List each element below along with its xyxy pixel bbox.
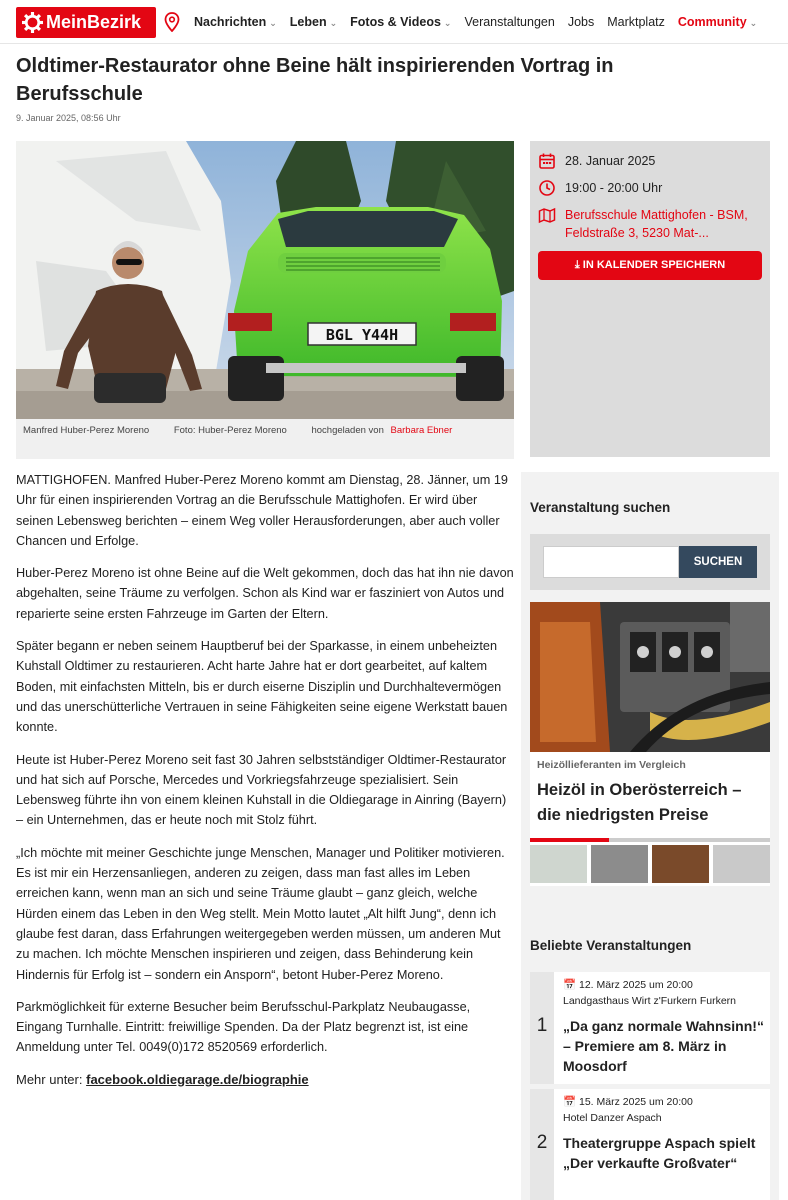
- nav-item-leben[interactable]: Leben ⌄: [289, 15, 338, 29]
- event-time: 19:00 - 20:00 Uhr: [565, 181, 663, 195]
- nav-item-veranstaltungen[interactable]: Veranstaltungen: [464, 15, 555, 29]
- event-date: 28. Januar 2025: [565, 154, 656, 168]
- save-to-calendar-label: IN KALENDER SPEICHERN: [582, 259, 726, 271]
- popular-event-location: Landgasthaus Wirt z'Furkern Furkern: [563, 995, 736, 1007]
- caption-uploaded-by: hochgeladen von: [311, 425, 384, 436]
- top-navigation: [0, 0, 788, 44]
- popular-event-item[interactable]: [530, 972, 770, 1084]
- nav-item-marktplatz[interactable]: Marktplatz: [607, 15, 665, 29]
- popular-rank: 1: [530, 972, 554, 1084]
- calendar-icon: [538, 152, 556, 170]
- ad-carousel-progress: [530, 838, 770, 842]
- chevron-down-icon: ⌄: [269, 18, 277, 28]
- popular-heading: Beliebte Veranstaltungen: [530, 938, 692, 953]
- article-paragraph: Heute ist Huber-Perez Moreno seit fast 30 Jahren selbstständiger Oldtimer-Restaurator und hat sich auf Porsche, Mercedes und Vorkriegsfahrzeuge spezialisiert. Sein Lebensweg führte ihn von einem kleinen Kuhstall in die Oldiegarage in Ainring (Bayern) – ein Unternehmen, das er heute noch mit Stolz führt.: [16, 752, 507, 828]
- article-title: Oldtimer-Restaurator ohne Beine hält inspirierenden Vortrag in Berufsschule: [16, 55, 614, 105]
- save-to-calendar-button[interactable]: [538, 251, 762, 280]
- ad-thumbnail[interactable]: [652, 845, 709, 883]
- more-label: Mehr unter:: [16, 1071, 83, 1087]
- ad-thumbnail[interactable]: [591, 845, 648, 883]
- article-date: 9. Januar 2025, 08:56 Uhr: [16, 113, 121, 123]
- calendar-icon: 📅: [563, 979, 579, 991]
- event-time-row: [538, 179, 762, 197]
- ad-title[interactable]: Heizöl in Oberösterreich – die niedrigsten Preise: [537, 781, 742, 824]
- map-icon: [538, 206, 556, 224]
- logo[interactable]: [16, 7, 156, 38]
- license-plate-text: BGL Y44H: [325, 326, 399, 344]
- chevron-down-icon: ⌄: [329, 18, 338, 28]
- calendar-icon: 📅: [563, 1096, 579, 1108]
- popular-event-location: Hotel Danzer Aspach: [563, 1112, 662, 1124]
- article-paragraph: „Ich möchte mit meiner Geschichte junge Menschen, Manager und Politiker motivieren. Es ist mir ein Herzensanliegen, anderen zu zeigen, dass man fast alles im Leben erreichen kann, wenn man an sich und seine Träume glaubt – ganz gleich, welche Hürden einem das Leben in den Weg stellt. Mein Motto lautet „Alt hilft Jung“, denn ich glaube fest daran, dass Erfahrungen weitergegeben werden müssen, um anderen Mut zu machen. Ich möchte Menschen inspirieren und zeigen, dass Behinderung kein Hindernis für Erfolg ist – sondern ein Ansporn“, betont Huber-Perez Moreno.: [16, 845, 505, 982]
- article-paragraph: Später begann er neben seinem Hauptberuf bei der Sparkasse, in einem unbeheizten Kuhstall Oldtimer zu restaurieren. Acht harte Jahre hat er dort gearbeitet, auf kaltem Boden, mit einfachsten Mitteln, bis er durch eiserne Disziplin und Durchhaltevermögen und das unerschütterliche Vertrauen in seine Fähigkeiten seine eigene Werkstatt bauen konnte.: [16, 639, 508, 735]
- ad-thumbnails: [530, 845, 770, 885]
- main-menu: [194, 0, 770, 44]
- search-button[interactable]: SUCHEN: [679, 546, 757, 578]
- nav-item-community[interactable]: Community ⌄: [677, 15, 758, 29]
- popular-event-item[interactable]: [530, 1089, 770, 1200]
- ad-teaser[interactable]: [530, 602, 770, 886]
- caption-uploader-link[interactable]: Barbara Ebner: [390, 425, 453, 436]
- more-info: [16, 1070, 514, 1090]
- nav-item-jobs[interactable]: Jobs: [567, 15, 595, 29]
- facebook-link[interactable]: facebook.oldiegarage.de/biographie: [86, 1071, 309, 1087]
- article-body: [16, 470, 514, 1102]
- article-paragraph: MATTIGHOFEN. Manfred Huber-Perez Moreno kommt am Dienstag, 28. Jänner, um 19 Uhr für einen inspirierenden Vortrag an die Berufsschule Mattighofen. Er wird über seinen Lebensweg berichten – einem Weg voller Herausforderungen, aber auch voller Chancen und Erfolge.: [16, 473, 508, 548]
- popular-event-date: 📅 15. März 2025 um 20:00: [563, 1096, 693, 1108]
- chevron-down-icon: ⌄: [443, 18, 452, 28]
- ad-thumbnail[interactable]: [530, 845, 587, 883]
- nav-item-nachrichten[interactable]: Nachrichten ⌄: [194, 15, 277, 29]
- nav-item-fotos-videos[interactable]: Fotos & Videos ⌄: [350, 15, 452, 29]
- caption-photo-credit: Foto: Huber-Perez Moreno: [173, 425, 287, 436]
- location-pin-icon[interactable]: [164, 12, 180, 32]
- download-icon: ⤓: [574, 259, 580, 271]
- ad-thumbnail[interactable]: [713, 845, 770, 883]
- chevron-down-icon: ⌄: [749, 18, 758, 28]
- popular-event-title[interactable]: Theatergruppe Aspach spielt „Der verkaufte Großvater“: [563, 1135, 756, 1171]
- ad-carousel-progress-fill: [530, 838, 609, 842]
- photo-caption: [16, 419, 514, 459]
- event-info-box: [530, 141, 770, 457]
- ad-image: [530, 602, 770, 752]
- event-location-row[interactable]: [538, 206, 762, 242]
- clock-icon: [538, 179, 556, 197]
- popular-rank: 2: [530, 1089, 554, 1200]
- ad-kicker: Heizöllieferanten im Vergleich: [537, 759, 686, 771]
- event-search-input[interactable]: [543, 546, 679, 578]
- sidebar: [521, 472, 779, 1200]
- article-paragraph: Huber-Perez Moreno ist ohne Beine auf die Welt gekommen, doch das hat ihn nie davon abgehalten, seine Träume zu verfolgen. Schon als Kind war er fasziniert von Autos und reparierte seine ersten Fahrzeuge im Garten der Eltern.: [16, 566, 514, 621]
- caption-person: Manfred Huber-Perez Moreno: [23, 425, 150, 436]
- search-heading: Veranstaltung suchen: [530, 500, 671, 515]
- event-location: Berufsschule Mattighofen - BSM, Feldstraße 3, 5230 Mat-...: [565, 208, 748, 240]
- article-photo[interactable]: [16, 141, 514, 419]
- popular-event-title[interactable]: „Da ganz normale Wahnsinn!“ – Premiere am 8. März in Moosdorf: [563, 1018, 764, 1074]
- article-paragraph: Parkmöglichkeit für externe Besucher beim Berufsschul-Parkplatz Neubaugasse, Eingang Turnhalle. Eintritt: freiwillige Spenden. Da der Platz begrenzt ist, ist eine Anmeldung unter Tel. 0049(0)172 8520569 erforderlich.: [16, 999, 471, 1055]
- popular-event-date: 📅 12. März 2025 um 20:00: [563, 979, 693, 991]
- logo-gear-icon: [22, 12, 43, 33]
- logo-text: MeinBezirk: [46, 12, 142, 32]
- event-search-box: [530, 534, 770, 590]
- event-date-row: [538, 152, 762, 170]
